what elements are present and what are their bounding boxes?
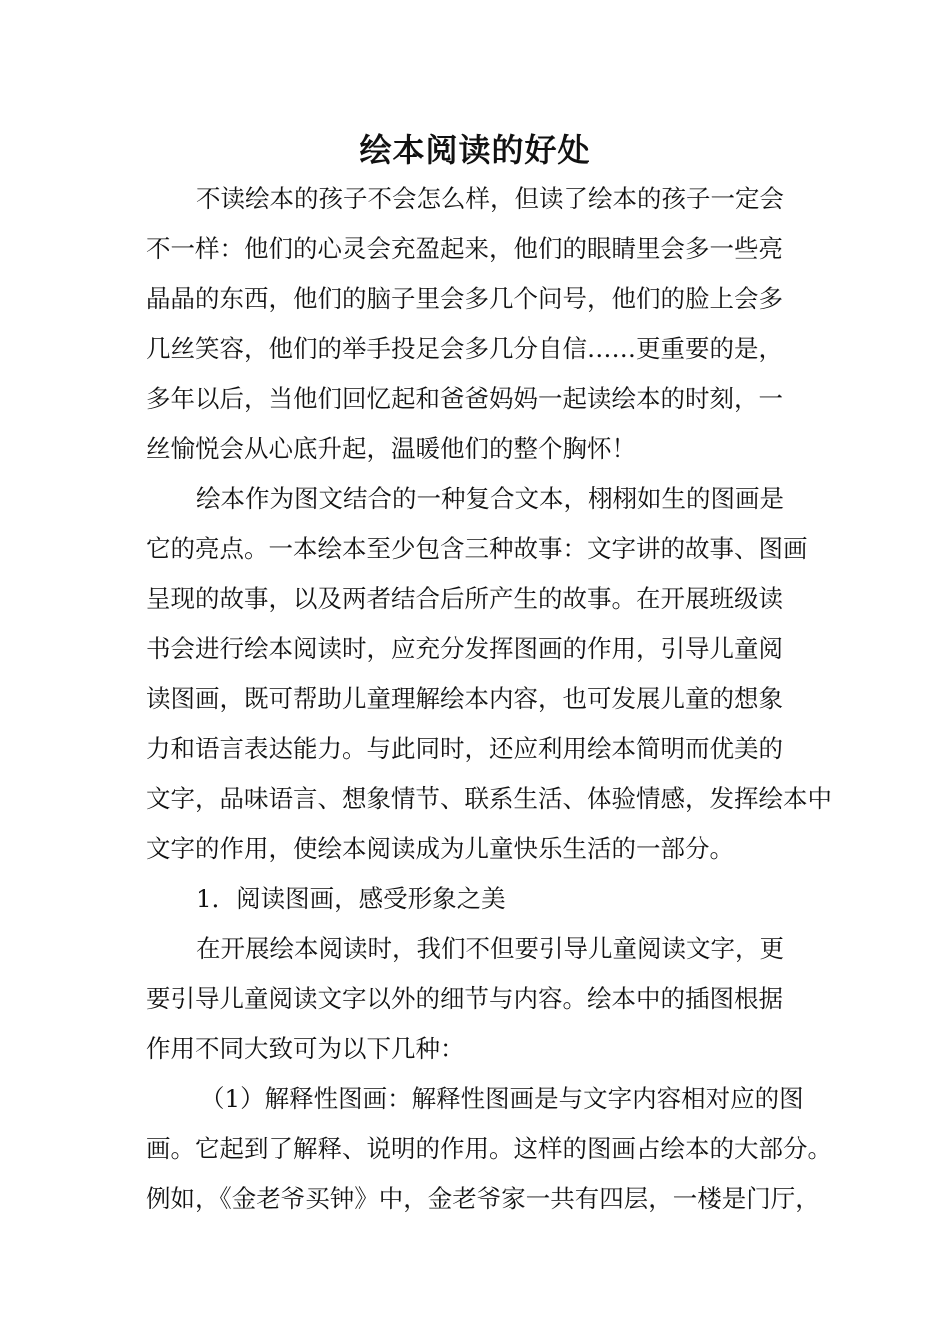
paragraph-line: 它的亮点。一本绘本至少包含三种故事：文字讲的故事、图画	[146, 534, 808, 563]
paragraph-line: 力和语言表达能力。与此同时，还应利用绘本简明而优美的	[146, 734, 783, 763]
paragraph-line: 例如，《金老爷买钟》中，金老爷家一共有四层，一楼是门厅，	[146, 1184, 820, 1213]
section-heading: 1．阅读图画，感受形象之美	[196, 884, 506, 913]
paragraph-line: （1）解释性图画：解释性图画是与文字内容相对应的图	[200, 1084, 804, 1113]
paragraph-line: 呈现的故事，以及两者结合后所产生的故事。在开展班级读	[146, 584, 783, 613]
paragraph-line: 几丝笑容，他们的举手投足会多几分自信……更重要的是，	[146, 334, 783, 363]
paragraph-line: 不读绘本的孩子不会怎么样，但读了绘本的孩子一定会	[196, 184, 784, 213]
paragraph-line: 作用不同大致可为以下几种：	[146, 1034, 465, 1063]
paragraph-line: 多年以后，当他们回忆起和爸爸妈妈一起读绘本的时刻，一	[146, 384, 783, 413]
paragraph-line: 文字，品味语言、想象情节、联系生活、体验情感，发挥绘本中	[146, 784, 832, 813]
paragraph-line: 在开展绘本阅读时，我们不但要引导儿童阅读文字，更	[196, 934, 784, 963]
paragraph-line: 读图画，既可帮助儿童理解绘本内容，也可发展儿童的想象	[146, 684, 783, 713]
document-title: 绘本阅读的好处	[359, 131, 591, 169]
paragraph-line: 不一样：他们的心灵会充盈起来，他们的眼睛里会多一些亮	[146, 234, 783, 263]
paragraph-line: 绘本作为图文结合的一种复合文本，栩栩如生的图画是	[196, 484, 784, 513]
paragraph-line: 画。它起到了解释、说明的作用。这样的图画占绘本的大部分。	[146, 1134, 832, 1163]
paragraph-line: 要引导儿童阅读文字以外的细节与内容。绘本中的插图根据	[146, 984, 783, 1013]
paragraph-line: 晶晶的东西，他们的脑子里会多几个问号，他们的脸上会多	[146, 284, 783, 313]
paragraph-line: 丝愉悦会从心底升起，温暖他们的整个胸怀！	[146, 434, 636, 463]
paragraph-line: 文字的作用，使绘本阅读成为儿童快乐生活的一部分。	[146, 834, 734, 863]
paragraph-line: 书会进行绘本阅读时，应充分发挥图画的作用，引导儿童阅	[146, 634, 783, 663]
